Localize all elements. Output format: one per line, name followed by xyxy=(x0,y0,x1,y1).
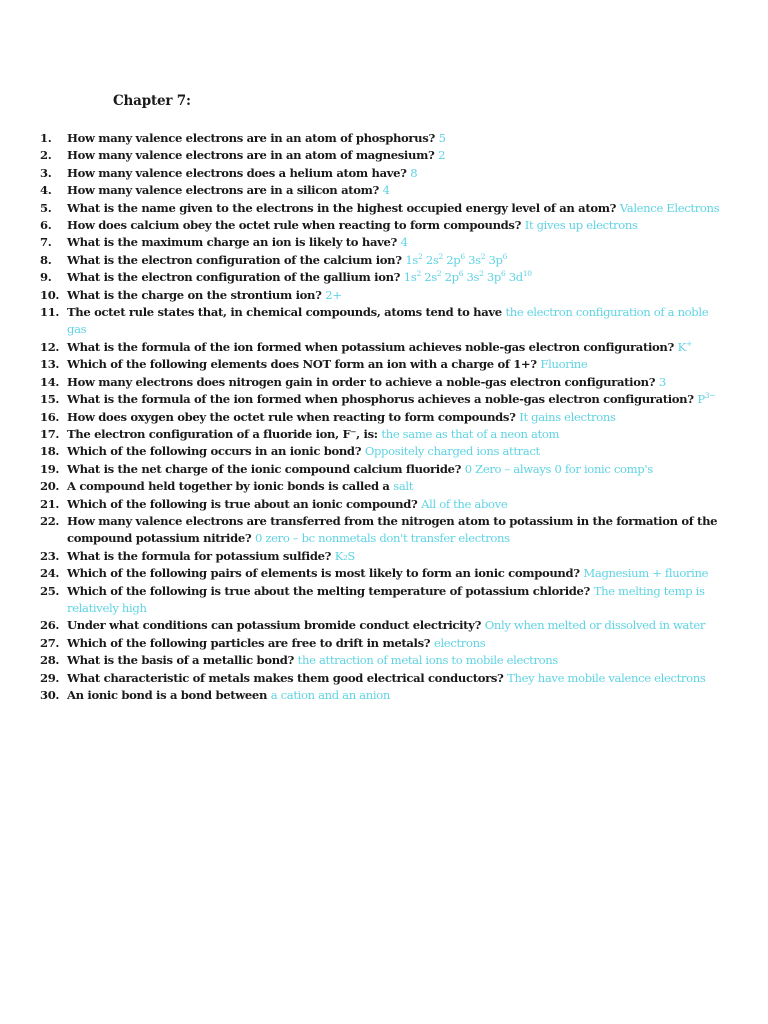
question-text: What characteristic of metals makes them good electrical conductors? xyxy=(67,670,504,685)
question-number: 4. xyxy=(40,183,52,198)
question-number: 24. xyxy=(40,566,60,581)
question-text: What is the formula for potassium sulfide? xyxy=(67,548,332,563)
question-item xyxy=(40,496,730,513)
question-item xyxy=(40,374,730,391)
question-item xyxy=(40,670,730,687)
question-number: 16. xyxy=(40,409,60,424)
answer-text: 5 xyxy=(438,131,446,145)
question-text: Which of the following pairs of elements is most likely to form an ionic compound? xyxy=(67,566,580,581)
answer-text: the electron configuration of a noble gas xyxy=(67,305,709,337)
question-item xyxy=(40,269,730,286)
question-item xyxy=(40,565,730,582)
question-number: 23. xyxy=(40,548,60,563)
question-item xyxy=(40,617,730,634)
question-text: Under what conditions can potassium bromide conduct electricity? xyxy=(67,618,482,633)
question-number: 29. xyxy=(40,670,60,685)
question-text: The electron configuration of a fluoride ion, F⁻, is: xyxy=(67,426,378,441)
question-text: How does calcium obey the octet rule when reacting to form compounds? xyxy=(67,218,522,233)
answer-text: Oppositely charged ions attract xyxy=(364,444,540,459)
question-text: What is the name given to the electrons in the highest occupied energy level of an atom? xyxy=(67,200,617,215)
answer-text: They have mobile valence electrons xyxy=(507,670,706,685)
question-number: 14. xyxy=(40,374,60,389)
question-item xyxy=(40,461,730,478)
answer-text: salt xyxy=(393,479,414,494)
question-text: How many valence electrons are in a silicon atom? xyxy=(67,183,379,198)
question-text: Which of the following particles are free to drift in metals? xyxy=(67,635,431,650)
answer-text: It gives up electrons xyxy=(524,218,638,233)
question-item xyxy=(40,287,730,304)
question-item xyxy=(40,165,730,182)
question-item xyxy=(40,652,730,669)
question-number: 1. xyxy=(40,131,52,145)
question-text: How many valence electrons are in an atom of phosphorus? xyxy=(67,131,435,145)
question-number: 11. xyxy=(40,305,60,320)
answer-text: 4 xyxy=(382,183,390,198)
answer-text: the same as that of a neon atom xyxy=(381,426,560,441)
answer-text: 2+ xyxy=(325,287,342,302)
question-text: An ionic bond is a bond between xyxy=(67,688,268,702)
question-item xyxy=(40,182,730,199)
question-text: What is the formula of the ion formed when phosphorus achieves a noble-gas electron configuration? xyxy=(67,392,694,407)
question-number: 6. xyxy=(40,218,52,233)
answer-text: 4 xyxy=(400,235,408,250)
question-number: 27. xyxy=(40,635,60,650)
question-text: How many electrons does nitrogen gain in order to achieve a noble-gas electron configuration? xyxy=(67,374,656,389)
question-text: What is the electron configuration of the gallium ion? xyxy=(67,270,401,285)
question-item xyxy=(40,252,730,269)
question-text: Which of the following occurs in an ionic bond? xyxy=(67,444,362,459)
answer-text: All of the above xyxy=(421,496,508,511)
question-list xyxy=(40,130,730,704)
question-number: 26. xyxy=(40,618,60,633)
question-text: How many valence electrons are transferred from the nitrogen atom to potassium in the formation of the compound potassium nitride? xyxy=(67,513,718,546)
question-text: The octet rule states that, in chemical compounds, atoms tend to have xyxy=(67,305,502,320)
question-number: 28. xyxy=(40,653,60,668)
question-item xyxy=(40,478,730,495)
answer-text: Fluorine xyxy=(540,357,588,372)
question-item xyxy=(40,147,730,164)
chapter-title: Chapter 7: xyxy=(113,93,191,109)
question-item xyxy=(40,426,730,443)
question-text: What is the electron configuration of the calcium ion? xyxy=(67,252,402,267)
answer-text: K₂S xyxy=(334,548,355,563)
question-number: 10. xyxy=(40,287,60,302)
question-text: What is the charge on the strontium ion? xyxy=(67,287,322,302)
question-text: Which of the following elements does NOT form an ion with a charge of 1+? xyxy=(67,357,537,372)
question-item xyxy=(40,130,730,147)
answer-text: Magnesium + fluorine xyxy=(583,566,709,581)
question-text: How does oxygen obey the octet rule when reacting to form compounds? xyxy=(67,409,516,424)
question-text: Which of the following is true about the melting temperature of potassium chloride? xyxy=(67,583,591,598)
question-item xyxy=(40,200,730,217)
answer-text: The melting temp is relatively high xyxy=(67,583,705,615)
question-number: 18. xyxy=(40,444,60,459)
question-text: What is the net charge of the ionic compound calcium fluoride? xyxy=(67,461,462,476)
question-number: 25. xyxy=(40,583,60,598)
question-number: 13. xyxy=(40,357,60,372)
question-number: 21. xyxy=(40,496,60,511)
question-text: How many valence electrons does a helium atom have? xyxy=(67,165,407,180)
answer-text: 3 xyxy=(658,374,666,389)
answer-text: $1s^2$ $2s^2$ $2p^6$ $3s^2$ $3p^6$ $3d^{10}$ xyxy=(403,269,532,285)
question-number: 17. xyxy=(40,426,60,441)
answer-text: K+ xyxy=(677,338,692,354)
question-number: 15. xyxy=(40,392,60,407)
question-text: What is the basis of a metallic bond? xyxy=(67,653,294,668)
question-number: 22. xyxy=(40,513,60,528)
question-text: Which of the following is true about an ionic compound? xyxy=(67,496,418,511)
answer-text: a cation and an anion xyxy=(270,688,390,702)
answer-text: Only when melted or dissolved in water xyxy=(484,618,706,633)
answer-text: 2 xyxy=(438,148,446,163)
question-item xyxy=(40,356,730,373)
answer-text: electrons xyxy=(433,635,486,650)
answer-text: $1s^2$ $2s^2$ $2p^6$ $3s^2$ $3p^6$ xyxy=(405,251,508,267)
question-item xyxy=(40,583,730,618)
question-number: 8. xyxy=(40,252,52,267)
question-item xyxy=(40,304,730,339)
question-item xyxy=(40,687,730,704)
question-item xyxy=(40,217,730,234)
question-item xyxy=(40,513,730,548)
question-text: How many valence electrons are in an atom of magnesium? xyxy=(67,148,435,163)
question-item xyxy=(40,443,730,460)
question-number: 7. xyxy=(40,235,52,250)
question-item xyxy=(40,409,730,426)
question-item xyxy=(40,391,730,408)
question-text: A compound held together by ionic bonds is called a xyxy=(67,479,390,494)
question-item xyxy=(40,339,730,356)
question-number: 3. xyxy=(40,165,52,180)
answer-text: 0 Zero – always 0 for ionic comp's xyxy=(464,461,653,476)
answer-text: Valence Electrons xyxy=(619,200,720,215)
question-number: 30. xyxy=(40,688,60,702)
question-item xyxy=(40,635,730,652)
question-number: 12. xyxy=(40,339,60,354)
question-item xyxy=(40,548,730,565)
answer-text: the attraction of metal ions to mobile electrons xyxy=(297,653,558,668)
question-number: 19. xyxy=(40,461,60,476)
question-text: What is the maximum charge an ion is likely to have? xyxy=(67,235,397,250)
answer-text: $P^{3-}$ xyxy=(697,391,716,407)
answer-text: It gains electrons xyxy=(519,409,616,424)
question-number: 20. xyxy=(40,479,60,494)
question-number: 2. xyxy=(40,148,52,163)
answer-text: 8 xyxy=(410,165,418,180)
question-text: What is the formula of the ion formed when potassium achieves noble-gas electron configuration? xyxy=(67,339,674,354)
answer-text: 0 zero – bc nonmetals don't transfer electrons xyxy=(255,531,510,546)
question-item xyxy=(40,234,730,251)
question-number: 5. xyxy=(40,200,52,215)
question-number: 9. xyxy=(40,270,52,285)
